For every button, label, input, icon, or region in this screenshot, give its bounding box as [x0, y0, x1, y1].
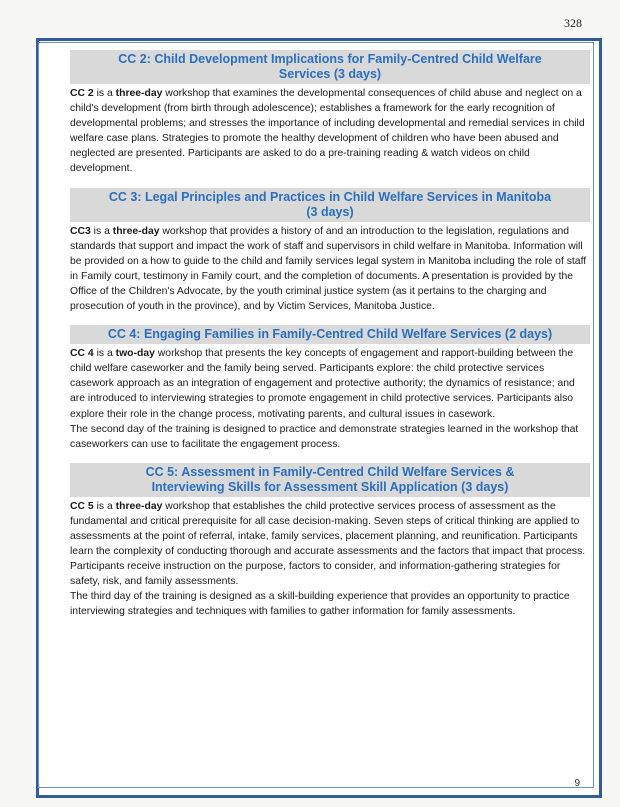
body-text: workshop that establishes the child protective services process of assessment as the fundamental and critical prerequisite for all case decision-making. Seven steps of critical thinking are applied to assessments at the point of referral, intake, family services, placement planning, and reunification. Participants learn the complexity of conducting thorough and accurate assessments and the factors that impact that process. Participants receive instruction on the purpose, factors to consider, and information-gathering strategies for safety, risk, and family assessments. — [70, 500, 586, 588]
section-body — [70, 224, 590, 315]
body-connector: is a — [93, 88, 116, 99]
section-body — [70, 86, 590, 177]
heading-line-1: CC 4: Engaging Families in Family-Centred Child Welfare Services (2 days) — [107, 327, 553, 342]
section-heading — [70, 188, 590, 222]
course-code: CC3 — [70, 225, 91, 237]
section-cc2 — [70, 50, 590, 177]
section-body — [70, 346, 590, 452]
section-cc4 — [70, 325, 590, 452]
body-connector: is a — [90, 225, 113, 237]
section-cc3 — [70, 188, 590, 315]
section-heading — [70, 50, 590, 84]
body-text: workshop that presents the key concepts of engagement and rapport-building between the child welfare caseworker and the family being served. Participants explore: the child protective services casework approach as an integration of engagement and protective authority; the dynamics of resistance; and are introduced to interviewing strategies to promote engagement in child protective services. Participants also explore their role in the change process, motivating parents, and cultural issues in casework. — [70, 348, 575, 420]
heading-line-1: CC 3: Legal Principles and Practices in Child Welfare Services in Manitoba — [108, 189, 552, 204]
footer-page-number: 9 — [574, 778, 580, 789]
heading-line-2: Services (3 days) — [278, 67, 382, 81]
document-content — [70, 50, 590, 631]
body-text-2: The third day of the training is designed as a skill-building experience that provides an opportunity to practice interviewing strategies and techniques with families to gather information for family assessments. — [70, 591, 570, 618]
body-connector: is a — [93, 500, 116, 512]
course-duration: three-day — [115, 500, 163, 512]
body-connector: is a — [93, 348, 116, 360]
heading-line-1: CC 2: Child Development Implications for Family-Centred Child Welfare — [118, 52, 542, 66]
page-number: 328 — [564, 16, 582, 30]
section-body — [70, 499, 590, 620]
course-code: CC 5 — [70, 500, 94, 512]
course-duration: three-day — [115, 88, 163, 99]
course-code: CC 4 — [70, 348, 94, 360]
body-text: workshop that examines the developmental consequences of child abuse and neglect on a child's development (from birth through adolescence); establishes a framework for the early recognition of developmental problems; and stresses the importance of including developmental and remedial services in child welfare case plans. Strategies to promote the healthy development of children who have been abused and neglected are presented. Participants are asked to do a pre-training reading & watch videos on child development. — [70, 88, 585, 175]
section-heading — [70, 325, 590, 344]
body-text: workshop that provides a history of and an introduction to the legislation, regulations and standards that support and impact the work of staff and supervisors in child welfare in Manitoba. Information will be provided on a how to guide to the child and family services legal system in Manitoba including the role of staff in Family court, testimony in Family court, and the completion of documents. A presentation is provided by the Office of the Children's Advocate, by the youth criminal justice system (as it pertains to the charging and prosecution of youth in the province), and by Victim Services, Manitoba Justice. — [70, 225, 587, 313]
heading-line-2: (3 days) — [306, 204, 354, 219]
course-duration: two-day — [115, 348, 155, 360]
section-cc5 — [70, 463, 590, 620]
course-duration: three-day — [112, 225, 160, 237]
section-heading — [70, 463, 590, 497]
course-code: CC 2 — [70, 88, 94, 99]
heading-line-2: Interviewing Skills for Assessment Skill Application (3 days) — [151, 479, 509, 494]
body-text-2: The second day of the training is designed to practice and demonstrate strategies learned in the workshop that caseworkers can use to facilitate the engagement process. — [70, 423, 579, 450]
heading-line-1: CC 5: Assessment in Family-Centred Child Welfare Services & — [145, 464, 515, 479]
